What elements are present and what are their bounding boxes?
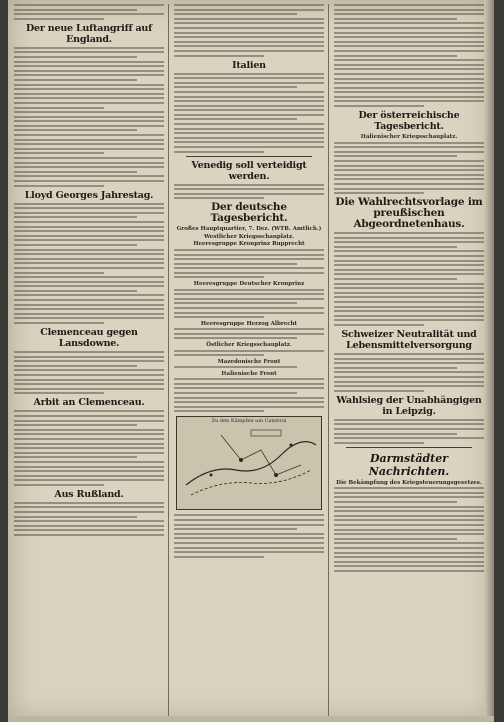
article-text — [14, 203, 164, 324]
article-heading: Der österreichische Tagesbericht. — [358, 110, 460, 133]
map-illustration — [176, 416, 322, 510]
article-text — [174, 328, 324, 339]
article-subheading: Östlicher Kriegsschauplatz. — [206, 342, 292, 348]
article-heading: Aus Rußland. — [54, 488, 124, 500]
article-subheading: Italienische Front — [221, 370, 277, 377]
column-divider — [168, 4, 169, 716]
article-heading: Venedig soll verteidigt werden. — [191, 159, 307, 182]
article-subheading: Großes Hauptquartier, 7. Dez. (WTB. Amtlich.) — [176, 226, 322, 233]
article-text — [14, 47, 164, 187]
column-1 — [14, 4, 164, 716]
map-title: Zu den Kämpfen um Cambrai — [211, 418, 287, 425]
article-text — [174, 289, 324, 319]
article-text — [174, 4, 324, 57]
article-text — [14, 4, 164, 20]
article-heading: Der neue Luftangriff auf England. — [25, 22, 152, 45]
map-graphic — [181, 425, 319, 505]
article-subheading: Die Bekämpfung des Kriegsteuerungsgesetzes. — [336, 479, 482, 486]
column-divider — [328, 4, 329, 716]
article-text — [174, 184, 324, 200]
article-text — [334, 353, 484, 392]
article-text — [174, 378, 324, 412]
newspaper-page — [8, 0, 494, 722]
column-3 — [334, 4, 484, 716]
article-subheading: Westlicher Kriegsschauplatz. — [204, 233, 294, 240]
article-subheading: Mazedonische Front — [217, 358, 281, 365]
article-text — [174, 514, 324, 557]
article-subheading: Heeresgruppe Deutscher Kronprinz — [193, 281, 305, 288]
article-heading: Arbit an Clemenceau. — [33, 397, 145, 409]
article-text — [174, 350, 324, 357]
page-bottom-edge — [8, 716, 494, 722]
article-text — [334, 4, 484, 107]
article-subheading: Heeresgruppe Herzog Albrecht — [200, 320, 298, 327]
article-heading: Der deutsche Tagesbericht. — [210, 201, 288, 225]
article-text — [174, 73, 324, 153]
article-text — [334, 142, 484, 195]
article-heading: Clemenceau gegen Lansdowne. — [40, 327, 138, 350]
article-subheading: Heeresgruppe Kronprinz Rupprecht — [193, 241, 305, 248]
article-text — [14, 502, 164, 536]
article-text — [14, 351, 164, 394]
article-heading: Wahlsieg der Unabhängigen in Leipzig. — [336, 394, 482, 417]
article-text — [174, 366, 324, 368]
article-text — [334, 487, 484, 572]
page-edge — [484, 0, 494, 722]
article-heading: Lloyd Georges Jahrestag. — [24, 189, 154, 201]
article-subheading: Italienischer Kriegsschauplatz. — [360, 134, 458, 141]
column-2 — [174, 4, 324, 716]
article-text — [334, 232, 484, 326]
article-text — [174, 249, 324, 279]
article-heading: Die Wahlrechtsvorlage im preußischen Abgeordnetenhaus. — [335, 196, 483, 231]
article-heading: Italien — [232, 59, 266, 71]
article-text — [334, 419, 484, 444]
article-text — [14, 410, 164, 486]
article-heading: Schweizer Neutralität und Lebensmittelversorgung — [341, 328, 477, 351]
section-heading: Darmstädter Nachrichten. — [368, 451, 450, 478]
